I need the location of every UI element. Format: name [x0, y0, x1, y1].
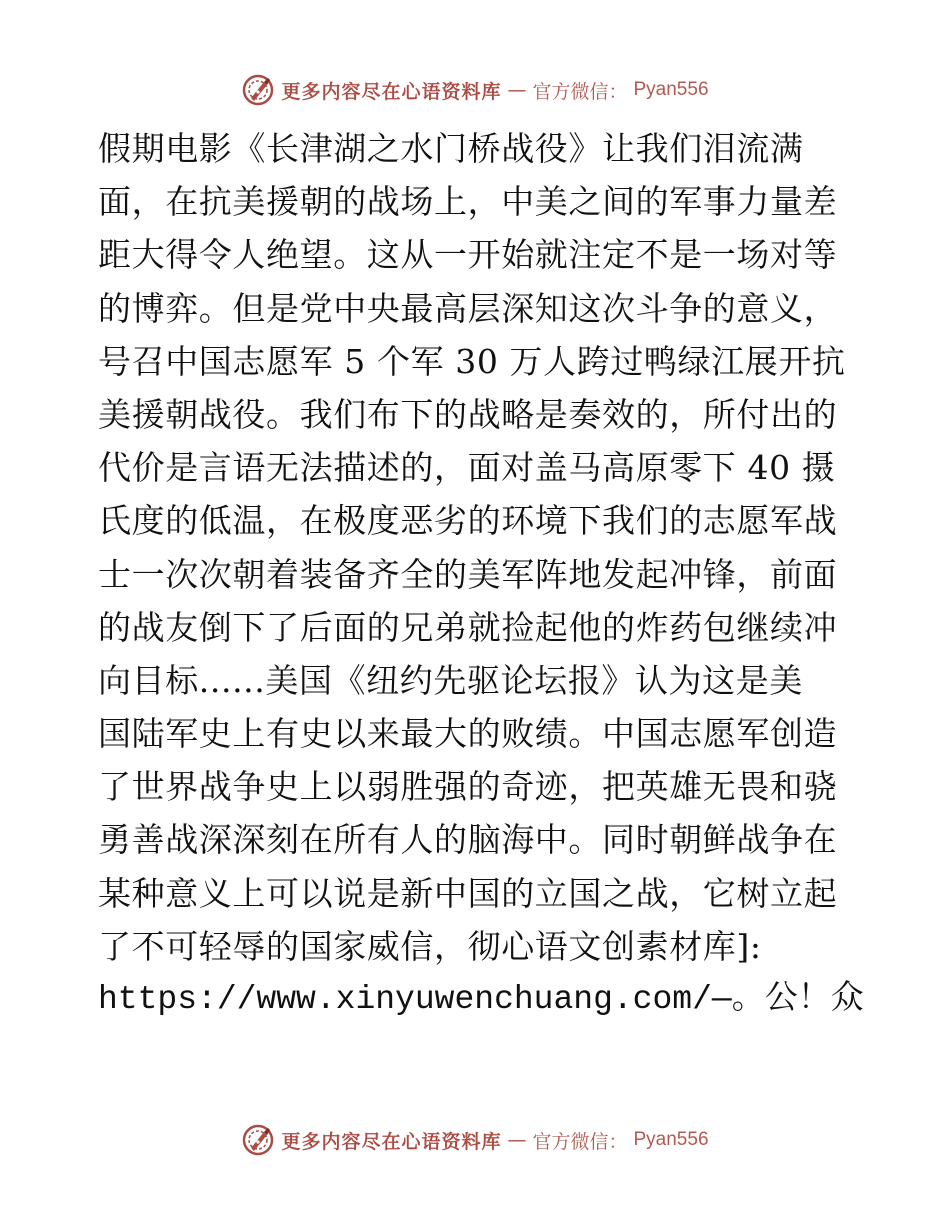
footer-banner-wechat-id: Pyan556 [633, 1129, 709, 1150]
article-line: 的博弈。但是党中央最高层深知这次斗争的意义， [98, 288, 838, 328]
article-line: 向目标......美国《纽约先驱论坛报》认为这是美 [98, 660, 803, 700]
article-line: 代价是言语无法描述的，面对盖马高原零下 40 摄 [98, 448, 836, 488]
footer-banner-title: 更多内容尽在心语资料库 [281, 1130, 502, 1153]
article-line: 的战友倒下了后面的兄弟就捡起他的炸药包继续冲 [98, 607, 838, 647]
footer-banner-content [241, 1123, 708, 1157]
article-line: 距大得令人绝望。这从一开始就注定不是一场对等 [98, 235, 838, 275]
article-url-line[interactable]: https://www.xinyuwenchuang.com/—。公！众 [98, 981, 864, 1018]
article-line: 假期电影《长津湖之水门桥战役》让我们泪流满 [98, 129, 804, 168]
article-line: 氏度的低温，在极度恶劣的环境下我们的志愿军战 [98, 501, 838, 541]
header-banner-title: 更多内容尽在心语资料库 [281, 80, 502, 103]
article-line: 美援朝战役。我们布下的战略是奏效的，所付出的 [98, 394, 838, 434]
pen-nib-circle-icon [241, 1123, 275, 1157]
article-line: 面，在抗美援朝的战场上，中美之间的军事力量差 [98, 182, 838, 222]
header-banner [0, 70, 950, 110]
article-line: 某种意义上可以说是新中国的立国之战，它树立起 [98, 873, 838, 913]
article-line: 国陆军史上有史以来最大的败绩。中国志愿军创造 [98, 714, 838, 754]
header-banner-wechat-id: Pyan556 [633, 79, 709, 100]
article-body [98, 122, 864, 1026]
header-banner-content [241, 73, 708, 107]
article-line: 勇善战深深刻在所有人的脑海中。同时朝鲜战争在 [98, 820, 838, 860]
article-line: 士一次次朝着装备齐全的美军阵地发起冲锋，前面 [98, 554, 838, 594]
footer-banner-dash: — [507, 1129, 527, 1151]
article-line: 号召中国志愿军 5 个军 30 万人跨过鸭绿江展开抗 [98, 341, 846, 381]
header-banner-subtitle: 官方微信： [532, 80, 628, 103]
footer-banner-subtitle: 官方微信： [532, 1130, 628, 1153]
header-banner-dash: — [507, 79, 527, 101]
article-line: 了世界战争史上以弱胜强的奇迹，把英雄无畏和骁 [98, 767, 838, 807]
article-line: 了不可轻辱的国家威信，彻心语文创素材库]: [98, 926, 762, 966]
pen-nib-circle-icon [241, 73, 275, 107]
footer-banner [0, 1120, 950, 1160]
